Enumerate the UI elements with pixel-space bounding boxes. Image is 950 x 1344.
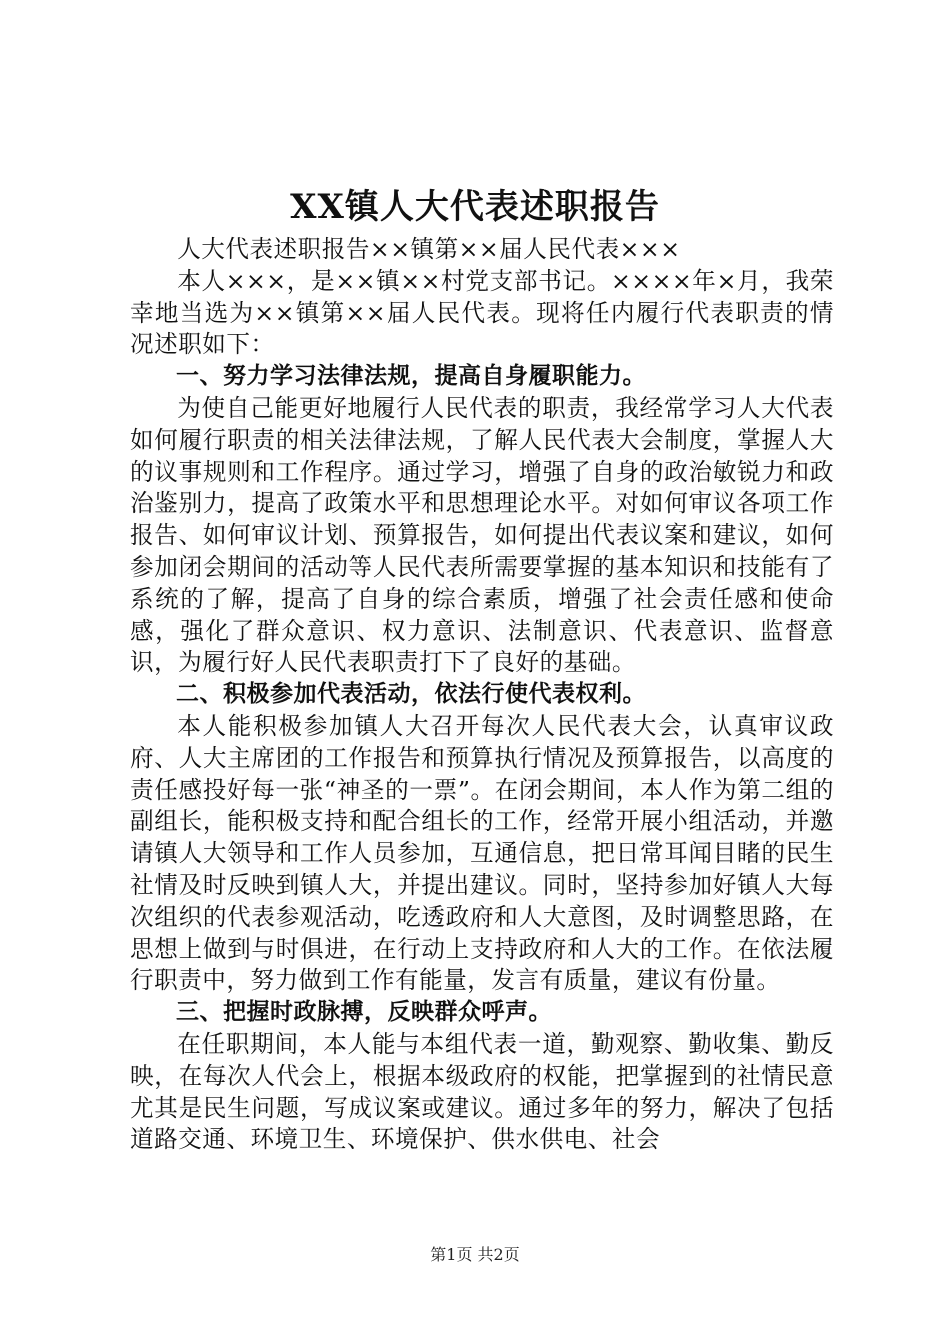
document-body xyxy=(130,234,834,1156)
document-title: XX镇人大代表述职报告 xyxy=(290,187,660,227)
paragraph-section-3: 在任职期间，本人能与本组代表一道，勤观察、勤收集、勤反映，在每次人代会上，根据本级政府的权能，把掌握到的社情民意尤其是民生问题，写成议案或建议。通过多年的努力，解决了包括道路交通、环境卫生、环境保护、供水供电、社会 xyxy=(130,1029,834,1154)
paragraph-self-introduction: 本人×××，是××镇××村党支部书记。××××年×月，我荣幸地当选为××镇第××届人民代表。现将任内履行代表职责的情况述职如下： xyxy=(130,266,834,359)
section-heading-1: 一、努力学习法律法规，提高自身履职能力。 xyxy=(176,363,646,390)
section-heading-3: 三、把握时政脉搏，反映群众呼声。 xyxy=(176,999,552,1026)
paragraph-section-1: 为使自己能更好地履行人民代表的职责，我经常学习人大代表如何履行职责的相关法律法规，了解人民代表大会制度，掌握人大的议事规则和工作程序。通过学习，增强了自身的政治敏锐力和政治鉴别力，提高了政策水平和思想理论水平。对如何审议各项工作报告、如何审议计划、预算报告，如何提出代表议案和建议，如何参加闭会期间的活动等人民代表所需要掌握的基本知识和技能有了系统的了解，提高了自身的综合素质，增强了社会责任感和使命感，强化了群众意识、权力意识、法制意识、代表意识、监督意识，为履行好人民代表职责打下了良好的基础。 xyxy=(130,393,834,677)
paragraph-section-2: 本人能积极参加镇人大召开每次人民代表大会，认真审议政府、人大主席团的工作报告和预算执行情况及预算报告，以高度的责任感投好每一张“神圣的一票”。在闭会期间，本人作为第二组的副组长，能积极支持和配合组长的工作，经常开展小组活动，并邀请镇人大领导和工作人员参加，互通信息，把日常耳闻目睹的民生社情及时反映到镇人大，并提出建议。同时，坚持参加好镇人大每次组织的代表参观活动，吃透政府和人大意图，及时调整思路，在思想上做到与时俱进，在行动上支持政府和人大的工作。在依法履行职责中，努力做到工作有能量，发言有质量，建议有份量。 xyxy=(130,711,834,995)
page-number-footer: 第1页 共2页 xyxy=(430,1245,520,1264)
paragraph-intro: 人大代表述职报告××镇第××届人民代表××× xyxy=(177,235,681,263)
section-heading-2: 二、积极参加代表活动，依法行使代表权利。 xyxy=(176,681,646,708)
